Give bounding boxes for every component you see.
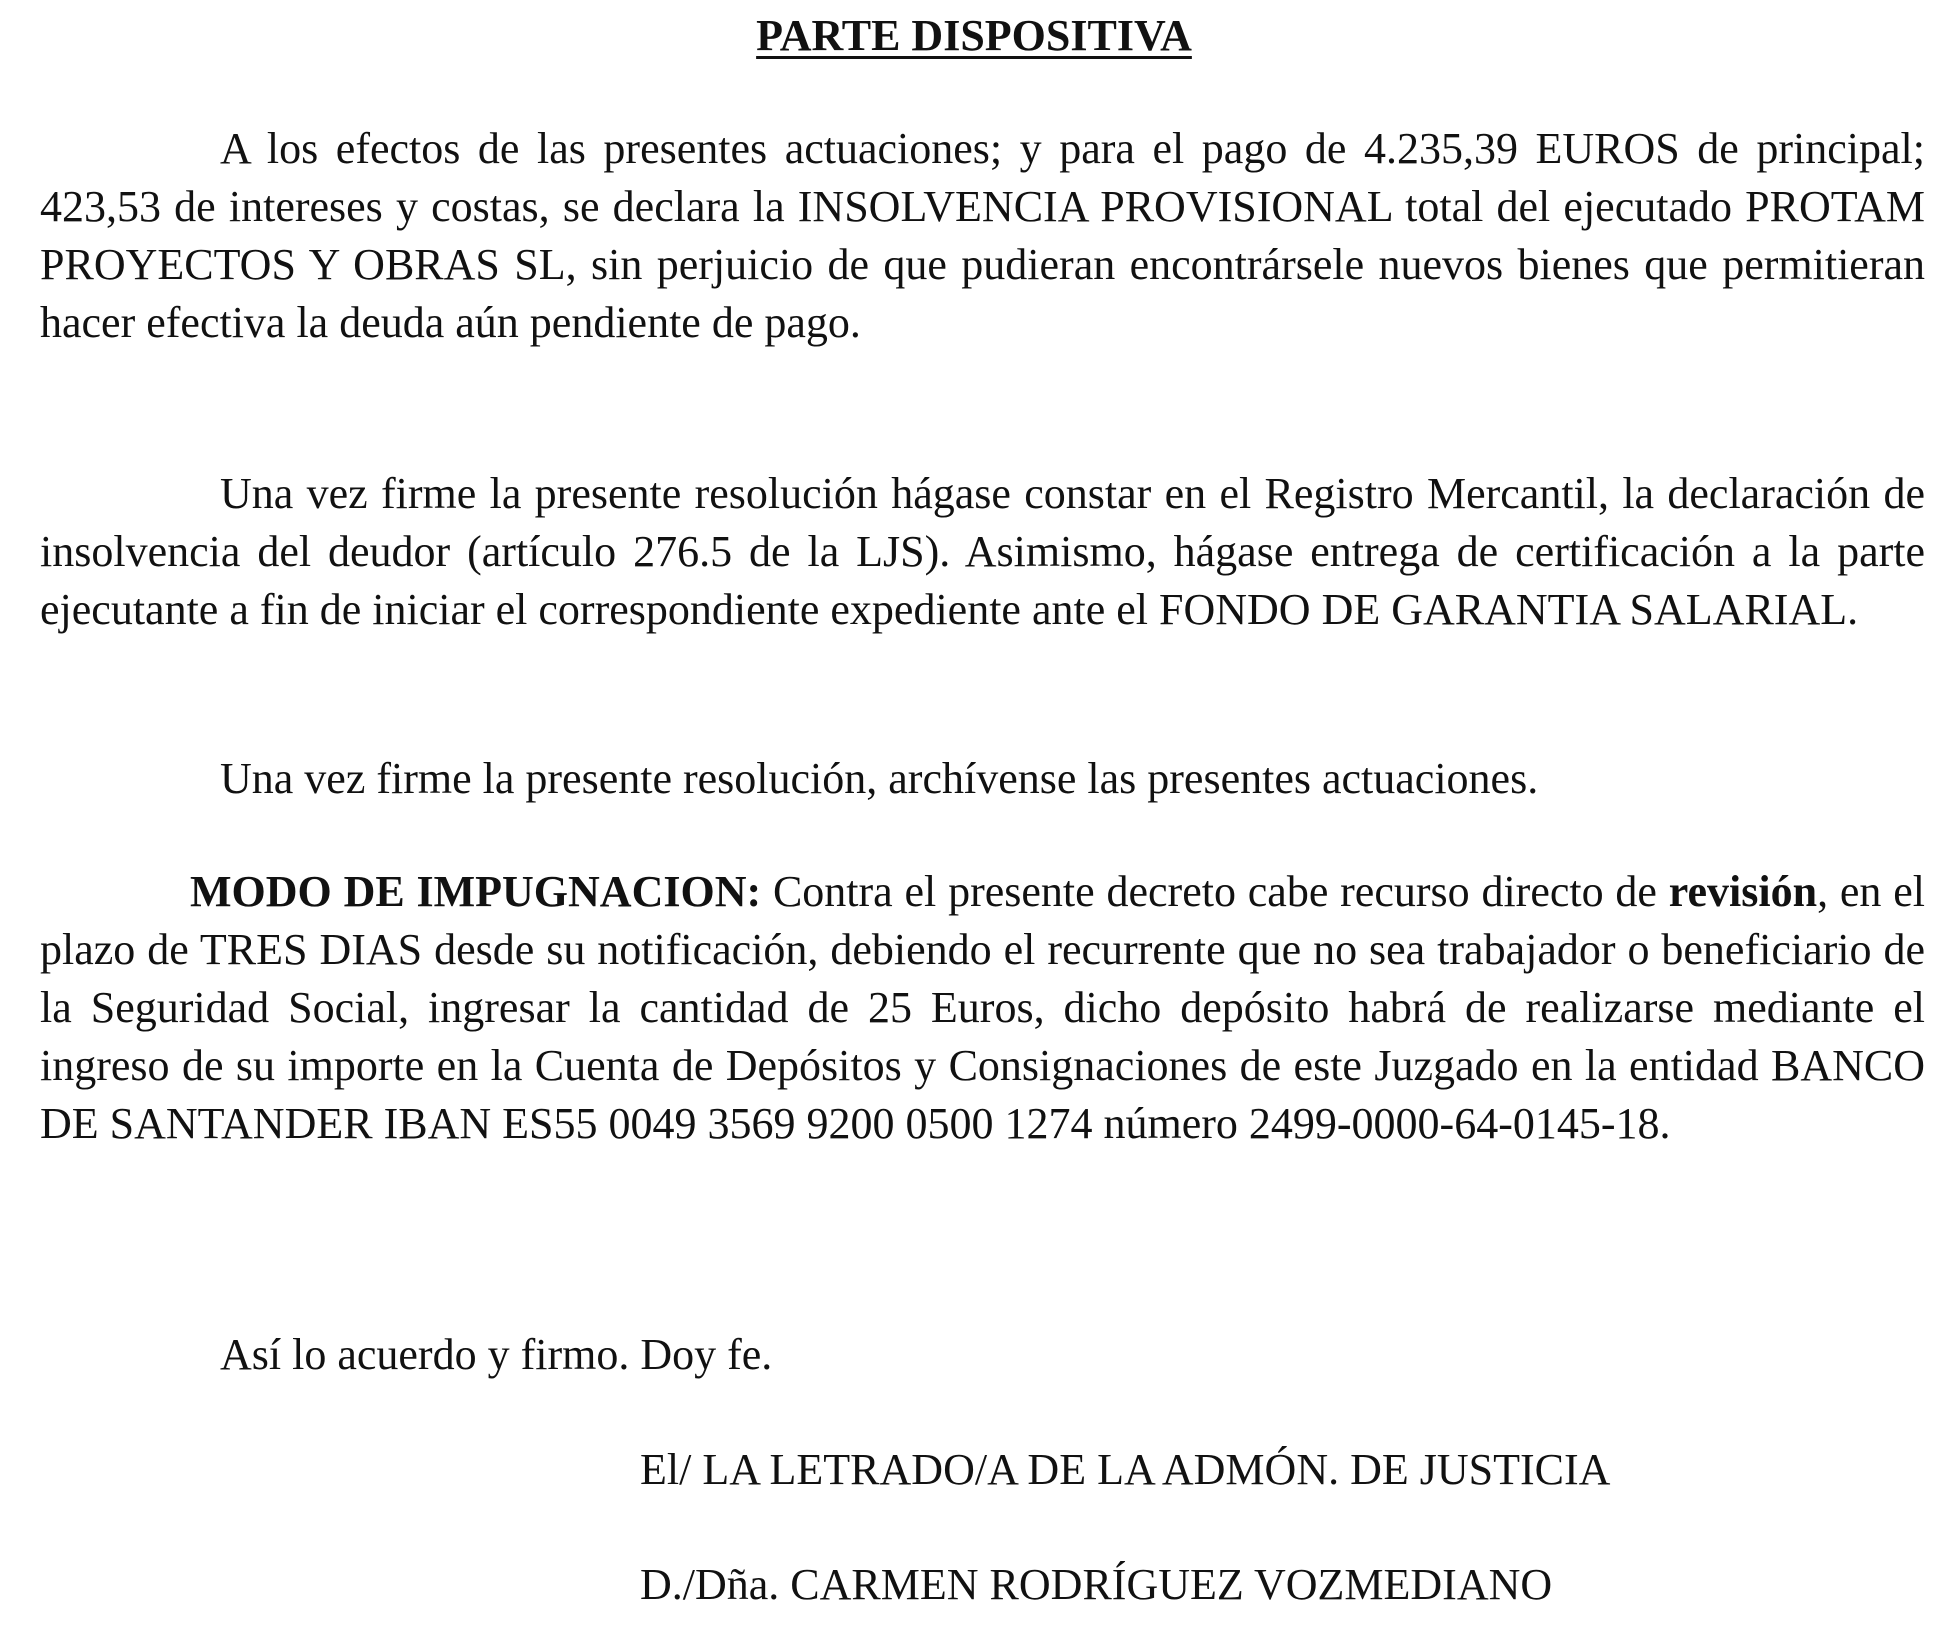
appeal-text-rest: , en el plazo de TRES DIAS desde su notificación, debiendo el recurrente que no sea trabajador o beneficiario de la Seguridad Social, ingresar la cantidad de 25 Euros, dicho depósito habrá de realizarse mediante el ingreso de su importe en la Cuenta de Depósitos y Consignaciones de este Juzgado en la entidad BANCO DE SANTANDER IBAN ES55 0049 3569 9200 0500 1274 número 2499-0000-64-0145-18. — [40, 867, 1925, 1148]
signature-role: El/ LA LETRADO/A DE LA ADMÓN. DE JUSTICIA — [640, 1445, 1611, 1494]
appeal-heading: MODO DE IMPUGNACION: — [190, 867, 762, 916]
paragraph-registry-notice: Una vez firme la presente resolución hágase constar en el Registro Mercantil, la declaración de insolvencia del deudor (artículo 276.5 de la LJS). Asimismo, hágase entrega de certificación a la parte ejecutante a fin de iniciar el correspondiente expediente ante el FONDO DE GARANTIA SALARIAL. — [40, 469, 1925, 634]
signature-name: D./Dña. CARMEN RODRÍGUEZ VOZMEDIANO — [640, 1560, 1553, 1609]
paragraph-archive-order: Una vez firme la presente resolución, archívense las presentes actuaciones. — [220, 754, 1539, 803]
paragraph-insolvency-declaration: A los efectos de las presentes actuaciones; y para el pago de 4.235,39 EUROS de principal; 423,53 de intereses y costas, se declara la INSOLVENCIA PROVISIONAL total del ejecutado PROTAM PROYECTOS Y OBRAS SL, sin perjuicio de que pudieran encontrársele nuevos bienes que permitieran hacer efectiva la deuda aún pendiente de pago. — [40, 124, 1925, 347]
appeal-bold-word: revisión — [1668, 867, 1818, 916]
appeal-text-start: Contra el presente decreto cabe recurso directo de — [761, 867, 1669, 916]
section-title: PARTE DISPOSITIVA — [756, 11, 1192, 60]
closing-formula: Así lo acuerdo y firmo. Doy fe. — [220, 1330, 773, 1379]
paragraph-appeal-method — [40, 863, 1925, 1153]
